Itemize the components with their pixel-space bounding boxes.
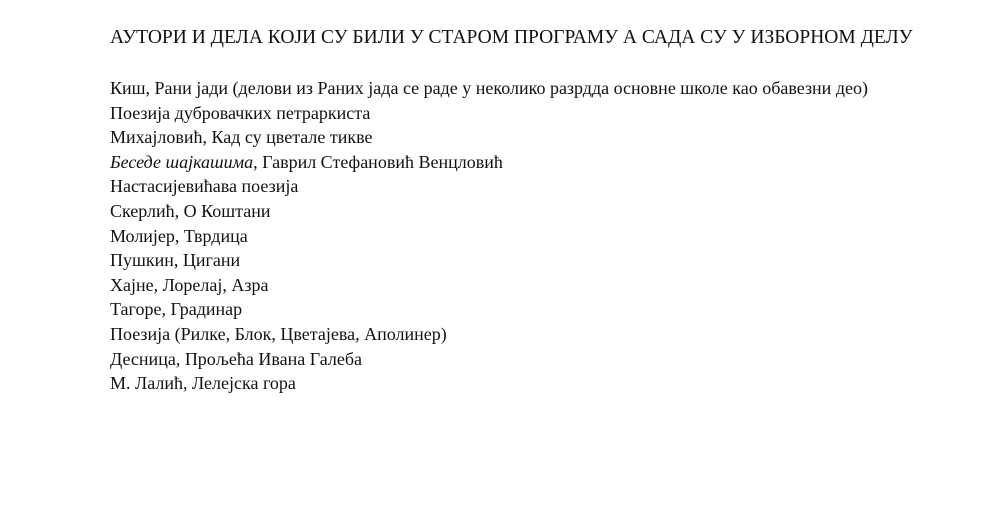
document-title: АУТОРИ И ДЕЛА КОЈИ СУ БИЛИ У СТАРОМ ПРОГРАМУ А САДА СУ У ИЗБОРНОМ ДЕЛУ (110, 27, 913, 48)
list-item-text: Настасијевићава поезија (110, 176, 299, 197)
list-item (110, 322, 960, 347)
document-page (110, 26, 960, 396)
works-list (110, 76, 960, 396)
list-item-text: Киш, Рани јади (делови из Раних јада се раде у неколико разрдда основне школе као обавезни део) (110, 78, 868, 98)
list-item (110, 248, 960, 273)
list-item (110, 76, 960, 101)
list-item-text: М. Лалић, Лелејска гора (110, 373, 296, 394)
list-item-text: Тагоре, Градинар (110, 299, 243, 320)
list-item (110, 297, 960, 322)
list-item-text: Гаврил Стефановић Венцловић (257, 151, 503, 172)
list-item-text: Скерлић, О Коштани (110, 200, 271, 221)
list-item (110, 150, 960, 175)
list-item-text: Поезија дубровачких петраркиста (110, 102, 371, 123)
list-item-text: Михајловић, Кад су цветале тикве (110, 127, 373, 148)
list-item-text: Десница, Прољећа Ивана Галеба (110, 348, 362, 369)
list-item-text: Поезија (Рилке, Блок, Цветајева, Аполинер) (110, 323, 447, 344)
list-item-text: Хајне, Лорелај, Азра (110, 274, 269, 295)
list-item-text: Пушкин, Цигани (110, 250, 241, 271)
list-item (110, 101, 960, 126)
list-item-text: Молијер, Тврдица (110, 225, 248, 246)
list-item-italic-title: Беседе шајкашима, (110, 151, 258, 172)
list-item (110, 371, 960, 396)
list-item (110, 199, 960, 224)
list-item (110, 347, 960, 372)
list-item (110, 125, 960, 150)
list-item (110, 224, 960, 249)
list-item (110, 273, 960, 298)
list-item (110, 174, 960, 199)
